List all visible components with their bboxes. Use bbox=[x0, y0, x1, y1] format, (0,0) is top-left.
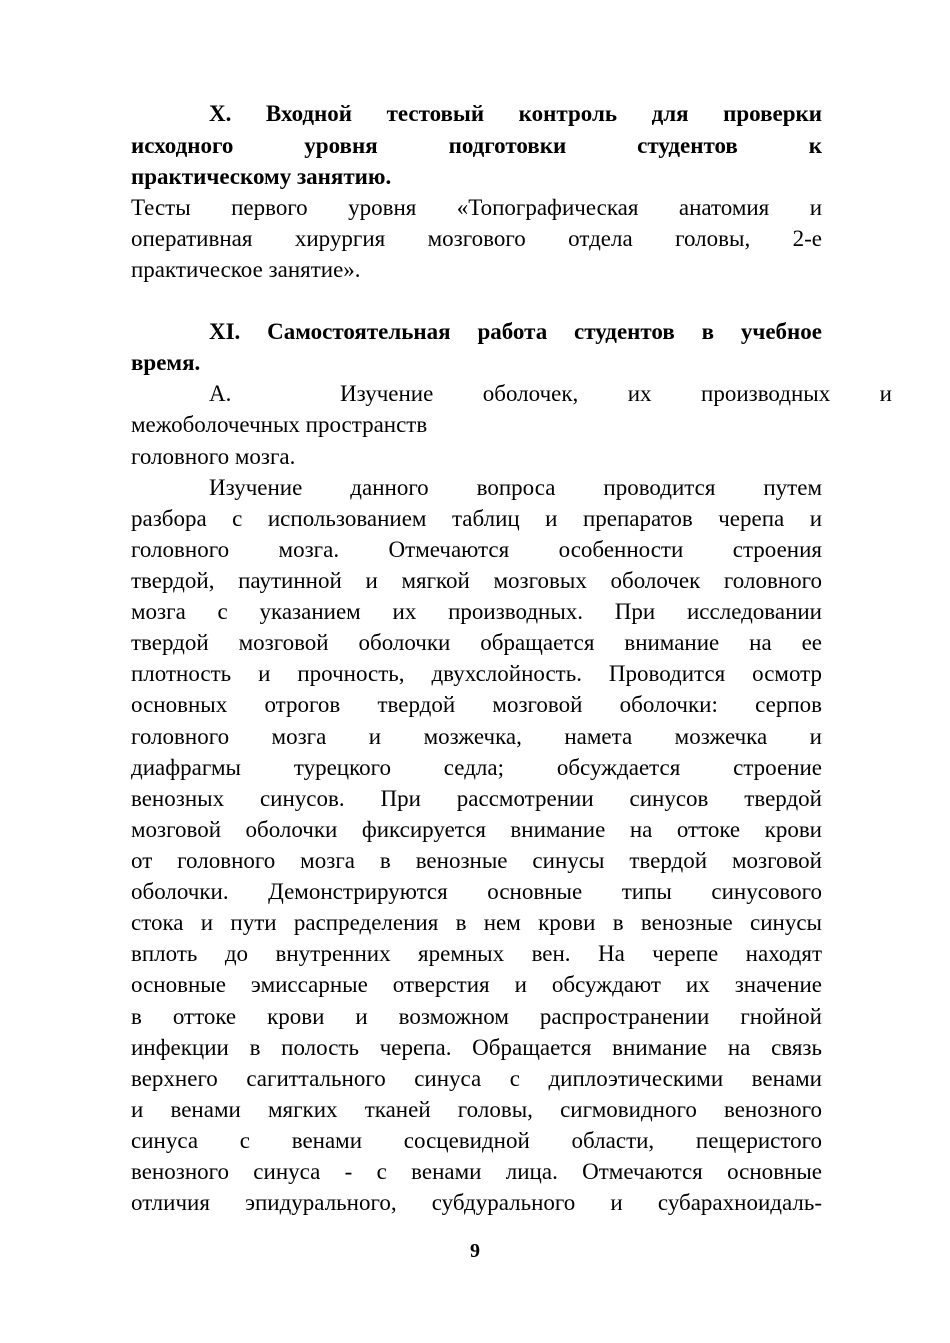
paragraph-line-13: от головного мозга в венозные синусы твердой мозговой bbox=[131, 848, 822, 873]
paragraph-line-20: верхнего сагиттального синуса с диплоэтическими венами bbox=[131, 1066, 822, 1091]
paragraph-line-22: синуса с венами сосцевидной области, пещеристого bbox=[131, 1128, 822, 1153]
paragraph-line-6: твердой мозговой оболочки обращается внимание на ее bbox=[131, 630, 822, 655]
section-10-heading-line-3: практическому занятию. bbox=[131, 164, 392, 189]
paragraph-line-19: инфекции в полость черепа. Обращается внимание на связь bbox=[131, 1035, 822, 1060]
paragraph-line-3: головного мозга. Отмечаются особенности строения bbox=[131, 537, 822, 562]
paragraph-line-12: мозговой оболочки фиксируется внимание на оттоке крови bbox=[131, 817, 822, 842]
paragraph-line-8: основных отрогов твердой мозговой оболочки: серпов bbox=[131, 692, 822, 717]
section-11-heading-line-1: XI. Самостоятельная работа студентов в учебное bbox=[209, 319, 822, 344]
section-10-text-line-2: оперативная хирургия мозгового отдела головы, 2-е bbox=[131, 226, 822, 251]
paragraph-line-7: плотность и прочность, двухслойность. Проводится осмотр bbox=[131, 661, 822, 686]
paragraph-line-11: венозных синусов. При рассмотрении синусов твердой bbox=[131, 786, 822, 811]
paragraph-line-16: вплоть до внутренних яремных вен. На черепе находят bbox=[131, 941, 822, 966]
paragraph-line-10: диафрагмы турецкого седла; обсуждается строение bbox=[131, 755, 822, 780]
page-number: 9 bbox=[470, 1240, 480, 1262]
paragraph-line-1: Изучение данного вопроса проводится путем bbox=[209, 475, 822, 500]
paragraph-line-15: стока и пути распределения в нем крови в венозные синусы bbox=[131, 910, 822, 935]
paragraph-line-18: в оттоке крови и возможном распространении гнойной bbox=[131, 1004, 822, 1029]
paragraph-line-21: и венами мягких тканей головы, сигмовидного венозного bbox=[131, 1097, 822, 1122]
section-11-heading-line-2: время. bbox=[131, 350, 201, 375]
item-a-line-1: Изучение оболочек, их производных и bbox=[340, 381, 892, 406]
paragraph-line-14: оболочки. Демонстрируются основные типы синусового bbox=[131, 879, 822, 904]
paragraph-line-5: мозга с указанием их производных. При исследовании bbox=[131, 599, 822, 624]
item-a-line-2: межоболочечных пространств bbox=[131, 412, 428, 437]
paragraph-line-23: венозного синуса - с венами лица. Отмечаются основные bbox=[131, 1159, 822, 1184]
section-10-heading-line-1: X. Входной тестовый контроль для проверки bbox=[209, 101, 822, 126]
item-a-line-3: головного мозга. bbox=[131, 444, 296, 469]
paragraph-line-4: твердой, паутинной и мягкой мозговых оболочек головного bbox=[131, 568, 822, 593]
paragraph-line-24: отличия эпидурального, субдурального и субарахноидаль- bbox=[131, 1190, 822, 1215]
section-10-text-line-1: Тесты первого уровня «Топографическая анатомия и bbox=[131, 195, 822, 220]
item-a-letter: А. bbox=[209, 381, 232, 406]
section-10-text-line-3: практическое занятие». bbox=[131, 257, 361, 282]
paragraph-line-17: основные эмиссарные отверстия и обсуждают их значение bbox=[131, 972, 822, 997]
paragraph-line-2: разбора с использованием таблиц и препаратов черепа и bbox=[131, 506, 822, 531]
section-10-heading-line-2: исходного уровня подготовки студентов к bbox=[131, 133, 822, 158]
paragraph-line-9: головного мозга и мозжечка, намета мозжечка и bbox=[131, 724, 822, 749]
